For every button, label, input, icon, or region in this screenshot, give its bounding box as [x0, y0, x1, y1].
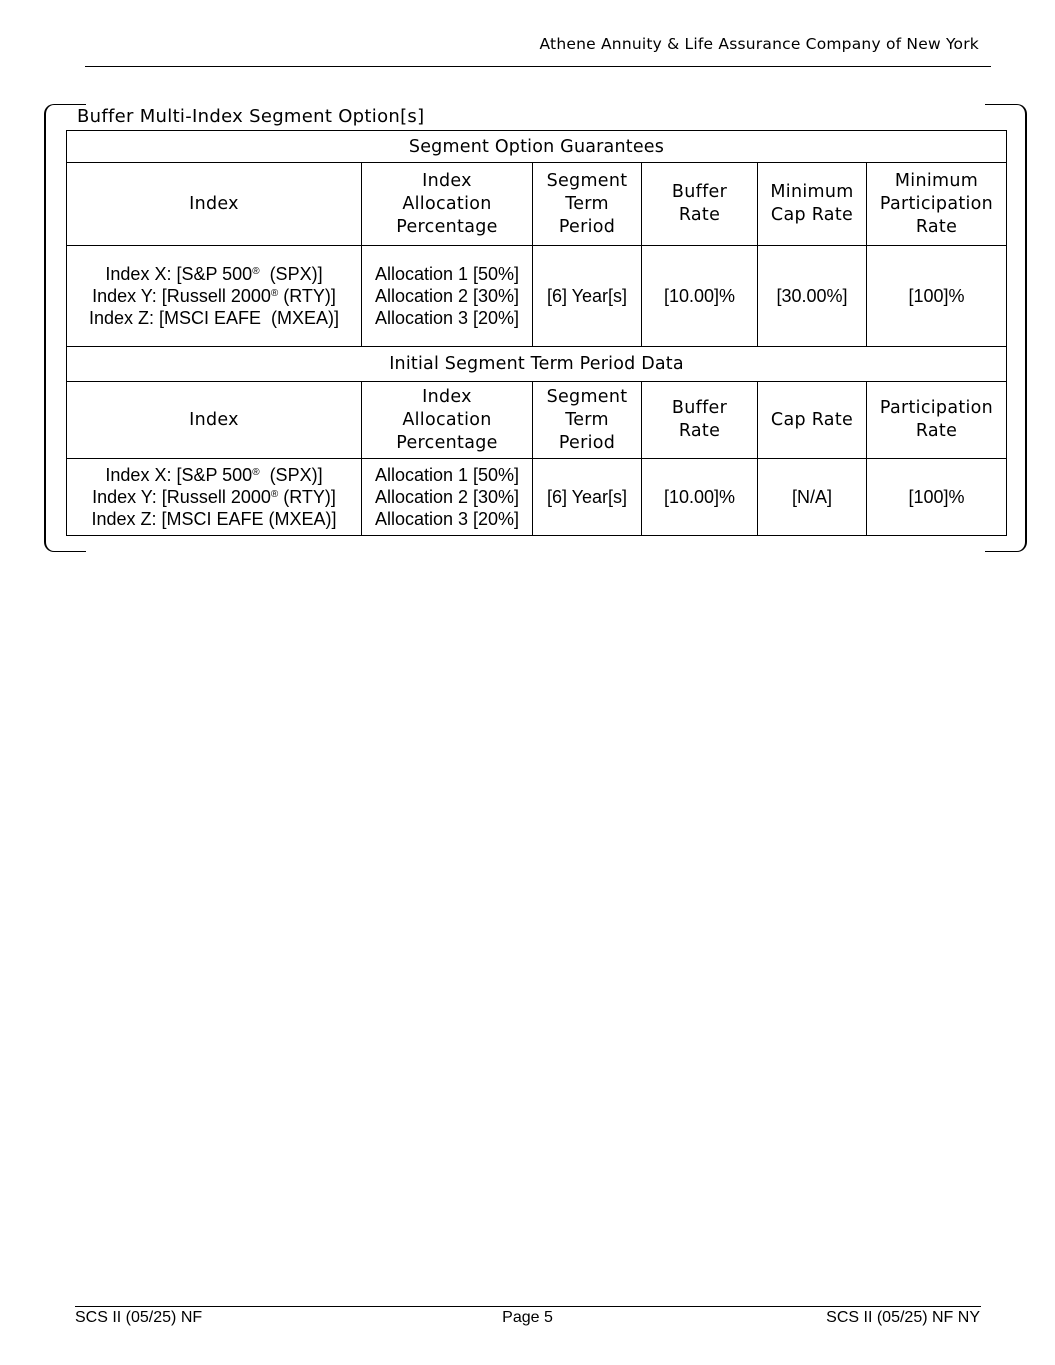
initial-participation-cell: [100]% — [867, 459, 1007, 536]
header-line: Buffer — [671, 182, 728, 202]
index-line — [71, 285, 357, 307]
header-line: Participation — [879, 193, 994, 214]
header-line: Term — [565, 409, 609, 430]
header-line: Buffer — [671, 398, 728, 418]
guarantees-col-min-cap — [758, 163, 867, 246]
guarantees-participation-cell: [100]% — [867, 246, 1007, 347]
header-line: Percentage — [396, 432, 498, 453]
header-line: Cap Rate — [770, 409, 854, 430]
registered-mark: ® — [270, 288, 279, 299]
header-line: Index — [189, 409, 239, 430]
guarantees-col-min-participation — [867, 163, 1007, 246]
index-line — [71, 263, 357, 285]
allocation-line: Allocation 1 [50%] — [374, 465, 520, 485]
index-ticker: (RTY)] — [278, 487, 336, 507]
guarantees-index-cell — [67, 246, 362, 347]
guarantees-buffer-cell: [10.00]% — [642, 246, 758, 347]
index-ticker: (SPX)] — [259, 264, 323, 284]
initial-col-participation — [867, 382, 1007, 459]
footer-rule — [75, 1306, 981, 1307]
header-line: Index — [422, 170, 472, 191]
header-line: Index — [189, 193, 239, 214]
index-text: Index Y: [Russell 2000 — [92, 286, 271, 306]
index-line — [71, 486, 357, 508]
header-line: Period — [558, 432, 616, 453]
footer-page-number: Page 5 — [502, 1309, 553, 1326]
header-line: Allocation — [402, 193, 492, 214]
guarantees-banner: Segment Option Guarantees — [67, 131, 1007, 163]
index-line: Index Z: [MSCI EAFE (MXEA)] — [88, 308, 340, 328]
allocation-line: Allocation 2 [30%] — [374, 286, 520, 306]
allocation-line: Allocation 1 [50%] — [374, 264, 520, 284]
allocation-line: Allocation 3 [20%] — [374, 308, 520, 328]
initial-header-row — [67, 382, 1007, 459]
header-line: Percentage — [396, 216, 498, 237]
footer-form-number: SCS II (05/25) NF — [75, 1309, 203, 1326]
allocation-line: Allocation 2 [30%] — [374, 487, 520, 507]
header-rule — [85, 66, 991, 67]
initial-col-cap — [758, 382, 867, 459]
initial-col-index — [67, 382, 362, 459]
header-line: Rate — [915, 216, 958, 237]
header-line: Term — [565, 193, 609, 214]
index-ticker: (RTY)] — [278, 286, 336, 306]
initial-buffer-cell: [10.00]% — [642, 459, 758, 536]
header-line: Cap Rate — [770, 205, 854, 225]
registered-mark: ® — [252, 467, 260, 478]
initial-index-cell — [67, 459, 362, 536]
allocation-line: Allocation 3 [20%] — [374, 509, 520, 529]
initial-cap-cell: [N/A] — [758, 459, 867, 536]
index-text: Index Y: [Russell 2000 — [92, 487, 271, 507]
header-line: Rate — [678, 205, 721, 225]
initial-col-term — [533, 382, 642, 459]
header-line: Segment — [546, 170, 628, 191]
index-ticker: (SPX)] — [259, 465, 323, 485]
guarantees-col-buffer — [642, 163, 758, 246]
guarantees-header-row — [67, 163, 1007, 246]
header-line: Index — [422, 386, 472, 407]
initial-col-allocation — [362, 382, 533, 459]
index-text: Index X: [S&P 500 — [105, 465, 253, 485]
index-line: Index Z: [MSCI EAFE (MXEA)] — [91, 509, 337, 529]
segment-option-table — [66, 130, 1007, 536]
section-title: Buffer Multi-Index Segment Option[s] — [77, 106, 425, 127]
guarantees-data-row — [67, 246, 1007, 347]
guarantees-col-allocation — [362, 163, 533, 246]
index-text: Index X: [S&P 500 — [105, 264, 253, 284]
registered-mark: ® — [252, 266, 260, 277]
index-line — [71, 464, 357, 486]
guarantees-term-cell: [6] Year[s] — [533, 246, 642, 347]
guarantees-cap-cell: [30.00%] — [758, 246, 867, 347]
header-line: Minimum — [894, 170, 979, 191]
header-line: Minimum — [770, 182, 854, 202]
registered-mark: ® — [270, 489, 279, 500]
initial-banner: Initial Segment Term Period Data — [67, 347, 1007, 382]
initial-allocation-cell — [362, 459, 533, 536]
header-line: Period — [558, 216, 616, 237]
header-line: Rate — [678, 421, 721, 441]
footer-form-number-ny: SCS II (05/25) NF NY — [826, 1309, 980, 1326]
header-line: Rate — [915, 421, 958, 441]
guarantees-col-index — [67, 163, 362, 246]
initial-banner-row — [67, 347, 1007, 382]
header-line: Segment — [546, 386, 628, 407]
initial-term-cell: [6] Year[s] — [533, 459, 642, 536]
guarantees-allocation-cell — [362, 246, 533, 347]
header-line: Allocation — [402, 409, 492, 430]
guarantees-col-term — [533, 163, 642, 246]
header-company-name: Athene Annuity & Life Assurance Company of New York — [539, 35, 979, 53]
initial-col-buffer — [642, 382, 758, 459]
guarantees-banner-row — [67, 131, 1007, 163]
header-line: Participation — [879, 398, 994, 418]
initial-data-row — [67, 459, 1007, 536]
